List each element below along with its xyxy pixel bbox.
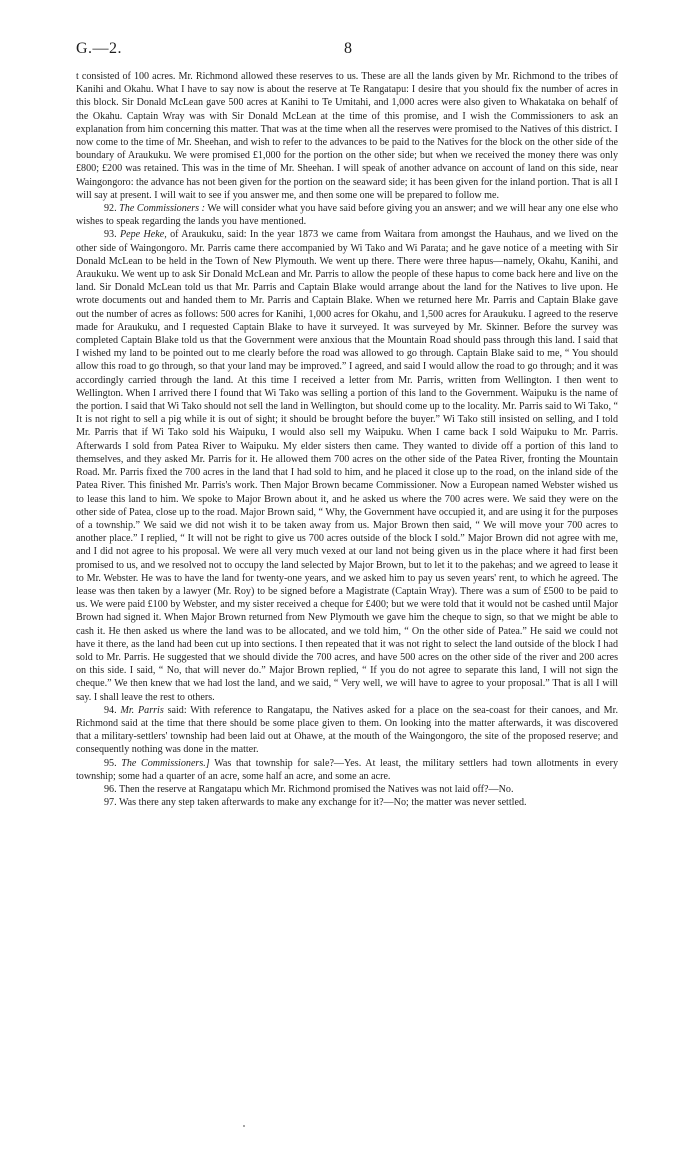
paragraph-continuation	[76, 70, 618, 202]
paragraph-text: t consisted of 100 acres. Mr. Richmond allowed these reserves to us. These are all the lands given by Mr. Richmond to the tribes of Kanihi and Okahu. What I have to say now is about the reserve at Te Rangatapu: I desire that you should fix the number of acres in this block. Sir Donald McLean gave 500 acres at Kanihi to Te Umitahi, and 1,000 acres were also given to Whakataka on behalf of the Okahu. Captain Wray was with Sir Donald McLean at the time of this promise, and I wish the Commissioners to ask an explanation from him concerning this matter. That was at the time when all the reserves were promised to the Natives of this district. I now come to the time of Mr. Sheehan, and wish to refer to the advances to be paid to the Natives for the block on the other side of the boundary of Araukuku. We were promised £1,000 for the portion on the other side; but when we received the money there was only £800; £200 was retained. This was in the time of Mr. Sheehan. I will speak of another advance on account of land on this side, near Waingongoro: the advance has not been given for the portion on the seaward side; it has been given for the inland portion. That is all I will say at present. I will wait to see if you answer me, and then some one will be prepared to follow me.	[76, 71, 618, 201]
paragraph-number: 92.	[104, 203, 117, 215]
paragraph-text: of Araukuku, said: In the year 1873 we came from Waitara from amongst the Hauhaus, and we lived on the other side of Waingongoro. Mr. Parris came there accompanied by Wi Tako and Wi Parata; and he gave notice of a meeting with Sir Donald McLean to be held in the Town of New Plymouth. We went up there. There were three hapus—namely, Okahu, Kanihi, and Araukuku. We went up to ask Sir Donald McLean and Mr. Parris to allow the people of these hapus to come back here and live on the land. Sir Donald McLean told us that Mr. Parris and Captain Blake would arrange about the land for the Natives to live upon. He wrote documents out and handed them to Mr. Parris and Captain Blake. When we returned here Mr. Parris and Captain Blake gave out the number of acres as follows: 500 acres for Kanihi, 1,000 acres for Okahu, and 1,500 acres for Araukuku. I agreed to the reserve made for Araukuku, and I requested Captain Blake to have it surveyed. It was surveyed by Mr. Skinner. Before the survey was completed Captain Blake told us that the Government were anxious that the Mountain Road should pass through this land. I said that I wished my land to be pointed out to me clearly before the road was allowed to go through. Captain Blake said to me, “ You should allow this road to go through, so that your land may be improved.” I agreed, and said I would allow the road to go through; and it was accordingly carried through the land. At this time I received a letter from Mr. Parris, written from Wellington. I then went to Wellington. When I arrived there I found that Wi Tako was selling a portion of this land to the Government. Waipuku is the name of the portion. I said that Wi Tako should not sell the land in Wellington, but should come up to the locality. Mr. Parris said to Wi Tako, “ It is not right to sell a pig while it is out of sight; it should be brought before the buyer.” Wi Tako still insisted on selling, and I told Mr. Parris that if Wi Tako sold his Waipuku, I would also sell my Waipuku. When I came back I sold Waipuku to Mr. Parris. Afterwards I sold from Patea River to Waipuku. My elder sisters then came. They wanted to divide off a portion of this land to themselves, and they asked Mr. Parris for it. He allowed them 700 acres on the other side of the Patea River, fronting the Mountain Road. Mr. Parris fixed the 700 acres in the land that I had sold to him, and he placed it close up to the road, on the inland side of the Patea River. This finished Mr. Parris's work. Then Major Brown became Commissioner. Now a European named Webster wished us to lease this land to him. We spoke to Major Brown about it, and he asked us where the 700 acres were. We said they were on the other side of Patea, close up to the road. Major Brown said, “ Why, the Government have occupied it, and are using it for the purposes of a township.” We said we did not wish it to be taken away from us. Major Brown then said, “ We will move your 700 acres to another place.” I replied, “ It will not be right to give us 700 acres outside of the block I sold.” Major Brown did not agree with me, and I did not agree to his proposal. We were all very much vexed at our land not being given us in the place where it had first been promised to us, and we resolved not to occupy the land selected by Major Brown, but to let it to the pakehas; and we agreed to lease it to Mr. Webster. He was to have the land for twenty-one years, and we asked him to pay us seven years' rent, to which he agreed. The lease was then taken by a lawyer (Mr. Roy) to be signed before a Magistrate (Captain Wray). There was a sum of £500 to be paid to us. We were paid £100 by Webster, and my sister received a cheque for £400; but we were told that it would not be cashed until Major Brown had signed it. When Major Brown returned from New Plymouth we gave him the cheque to sign, so that we might be able to cash it. He then asked us where the land was to be allocated, and we told him, “ On the other side of Patea.” He said we could not have it there, as the land had been cut up into sections. I then repeated that it was not right to select the land outside of the block I had sold to Mr. Parris. He suggested that we should divide the 700 acres, and have 500 acres on the other side of the river and 200 acres on this side. I said, “ No, that will never do.” Major Brown replied, “ If you do not agree to separate this land, I will not sign the cheque.” We then knew that we had lost the land, and we said, “ Very well, we will have to agree to your proposal.” That is all I will say. I shall leave the rest to others.	[76, 229, 619, 703]
speaker-name: Pepe Heke,	[119, 229, 167, 241]
paragraph-96	[76, 783, 618, 796]
speaker-name: The Commissioners.]	[121, 757, 210, 769]
paragraph-94	[76, 704, 618, 757]
paragraph-93	[76, 228, 618, 703]
paragraph-number: 95.	[104, 757, 117, 769]
ink-speck	[243, 1125, 245, 1127]
speaker-name: Mr. Parris	[120, 704, 164, 716]
paragraph-number: 96.	[104, 783, 117, 795]
paragraph-number: 93.	[104, 229, 117, 241]
paragraph-92	[76, 202, 618, 228]
paragraph-text: Was that township for sale?—Yes. At least, the military settlers had town allotments in every township; some had a quarter of an acre, some half an acre, and some an acre.	[76, 757, 619, 782]
paragraph-text: Then the reserve at Rangatapu which Mr. Richmond promised the Natives was not laid off?—No.	[118, 783, 514, 795]
parliamentary-paper-ref: G.—2.	[76, 40, 123, 57]
paragraph-text: Was there any step taken afterwards to make any exchange for it?—No; the matter was never settled.	[118, 797, 527, 809]
page-number: 8	[344, 40, 352, 57]
paragraph-number: 94.	[104, 704, 117, 716]
page-header	[76, 40, 618, 70]
paragraph-95	[76, 757, 618, 783]
paragraph-number: 97.	[104, 797, 117, 809]
body-text	[76, 70, 618, 809]
paragraph-text: We will consider what you have said before giving you an answer; and we will hear any one else who wishes to speak regarding the lands you have mentioned.	[76, 203, 618, 228]
paragraph-97	[76, 796, 618, 809]
speaker-name: The Commissioners :	[119, 203, 205, 215]
paragraph-text: said: With reference to Rangatapu, the Natives asked for a place on the sea-coast for their canoes, and Mr. Richmond said at the time that there should be some place given to them. On looking into the matter afterwards, it was discovered that a military-settlers' township had been laid out at Ohawe, at the mouth of the Waingongoro, the site of the proposed reserve; and consequently nothing was done in the matter.	[76, 704, 618, 756]
